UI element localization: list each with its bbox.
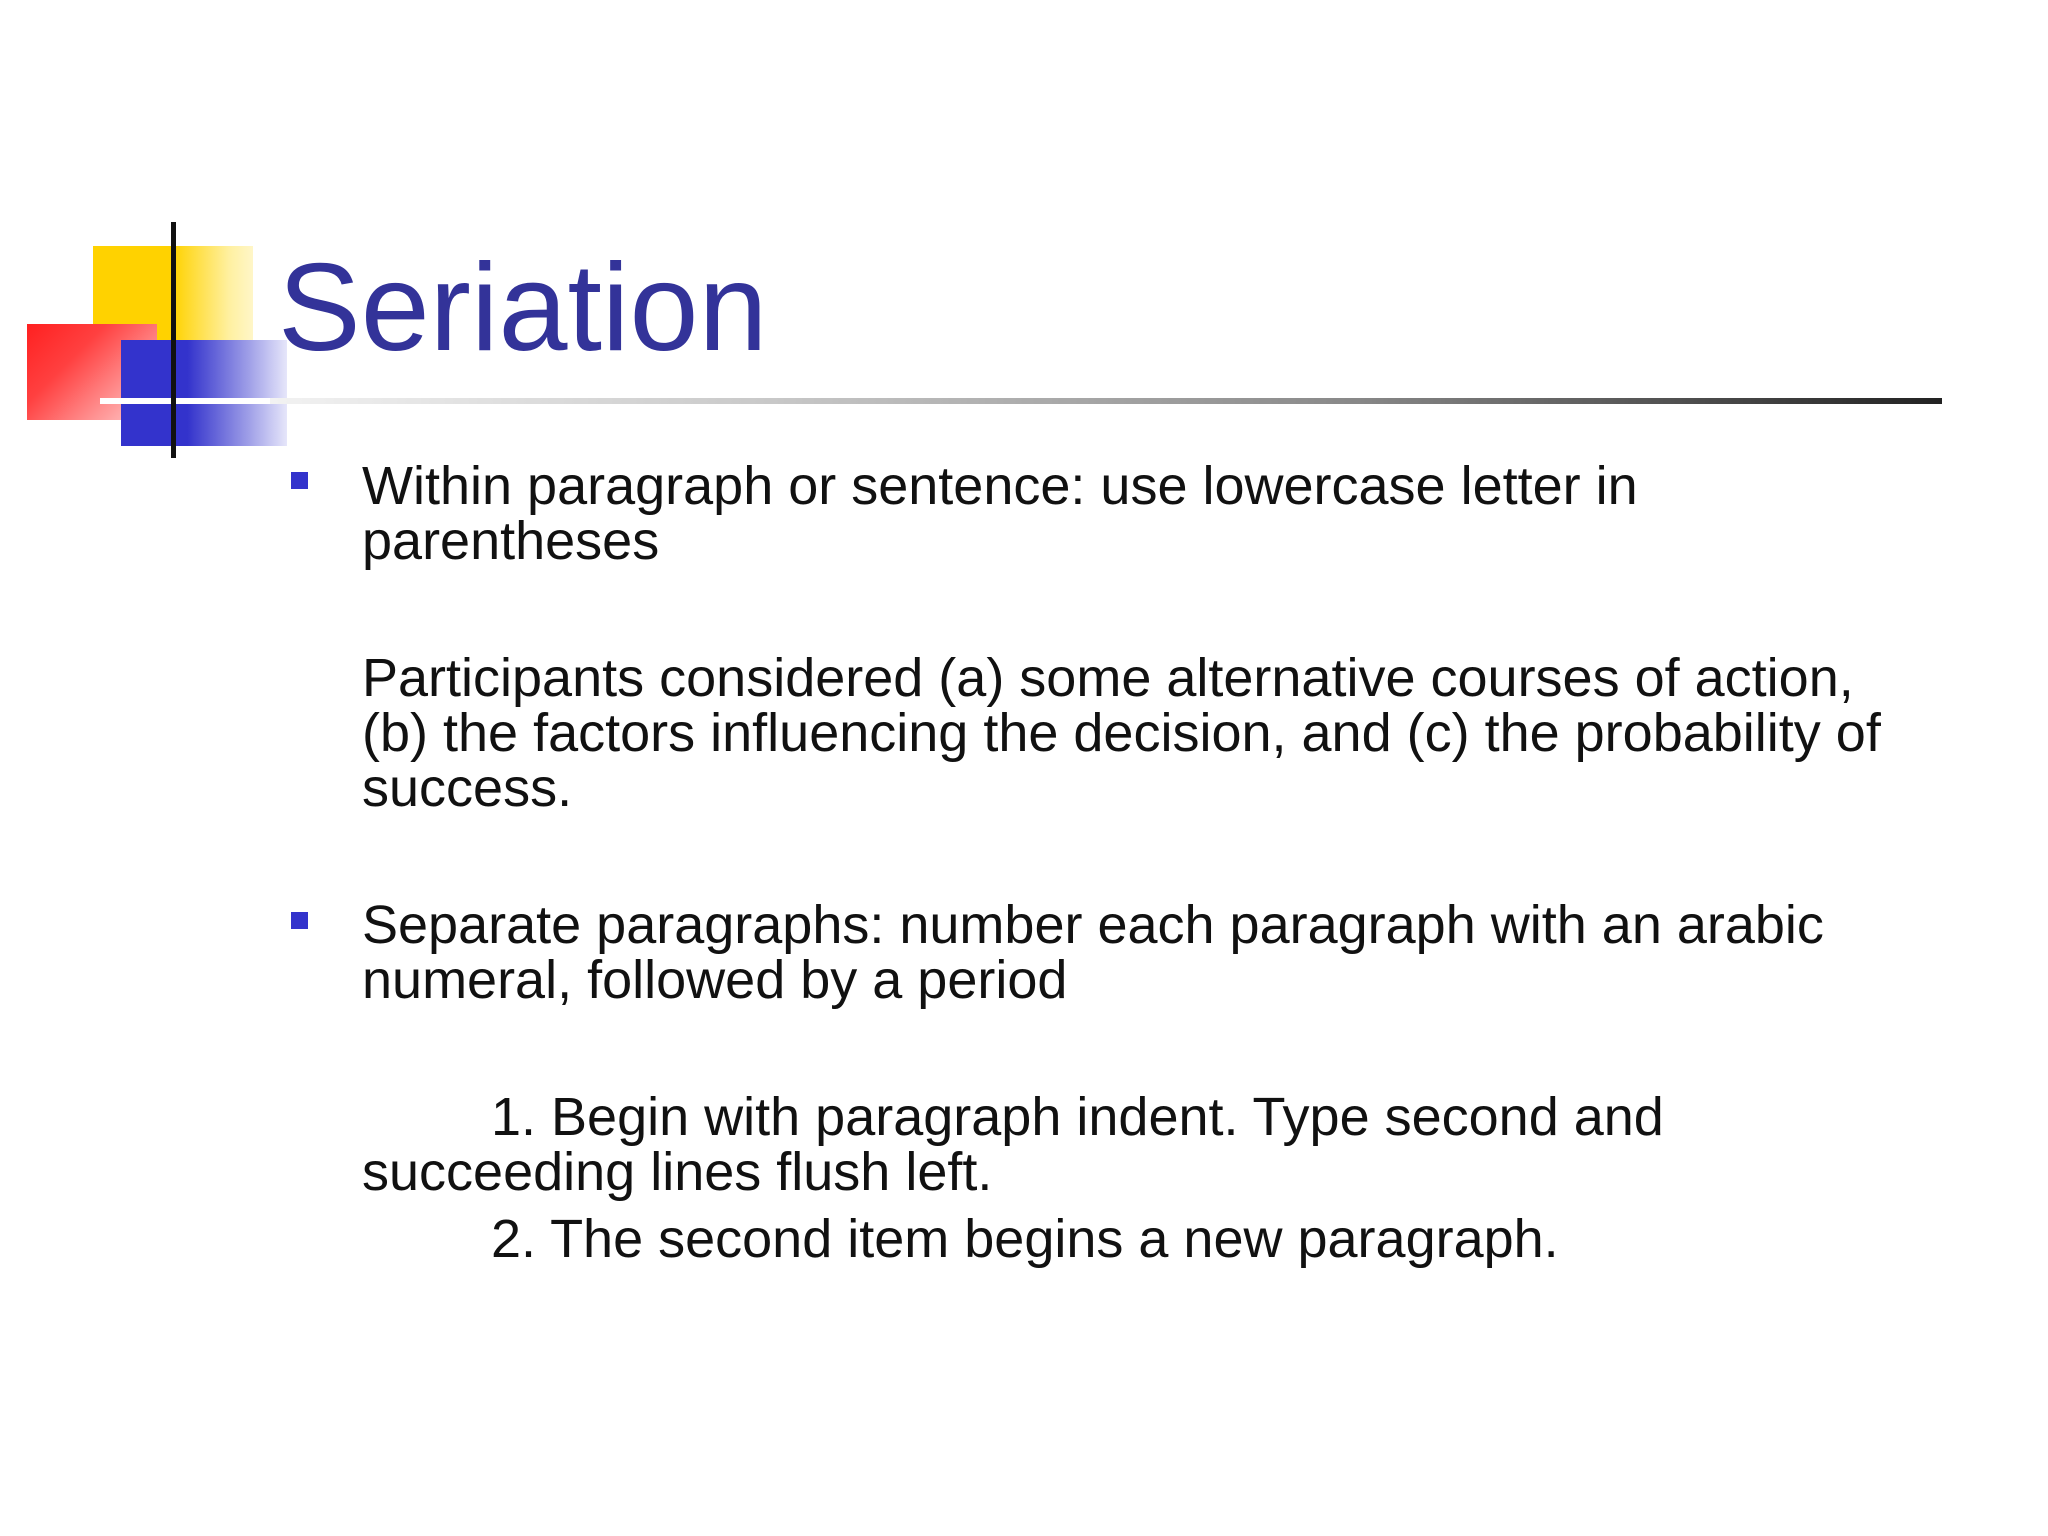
title-rule xyxy=(270,398,1942,404)
slide-title: Seriation xyxy=(278,239,768,377)
example-1-text xyxy=(362,648,2002,818)
bullet-1-line-2: parentheses xyxy=(362,511,660,571)
decorative-vertical-line xyxy=(171,222,176,458)
bullet-2-text xyxy=(362,895,2002,1010)
bullet-2-line-1: Separate paragraphs: number each paragraph with an arabic xyxy=(362,895,1824,955)
decorative-white-stripe xyxy=(100,398,270,404)
example-2-item-1-line-1: 1. Begin with paragraph indent. Type second and xyxy=(491,1087,1664,1147)
bullet-marker-1 xyxy=(291,472,308,489)
bullet-2-line-2: numeral, followed by a period xyxy=(362,950,1068,1010)
example-1-line-2: (b) the factors influencing the decision, and (c) the probability of xyxy=(362,703,1881,763)
bullet-1-text xyxy=(362,456,2002,571)
example-2-item-2: 2. The second item begins a new paragraph. xyxy=(491,1209,1559,1269)
bullet-marker-2 xyxy=(291,912,308,929)
example-1-line-1: Participants considered (a) some alternative courses of action, xyxy=(362,648,1854,708)
bullet-1-line-1: Within paragraph or sentence: use lowercase letter in xyxy=(362,456,1638,516)
example-1-line-3: success. xyxy=(362,758,573,818)
decorative-blue-overlap xyxy=(121,340,157,420)
example-2-item-1-line-2: succeeding lines flush left. xyxy=(362,1142,993,1202)
